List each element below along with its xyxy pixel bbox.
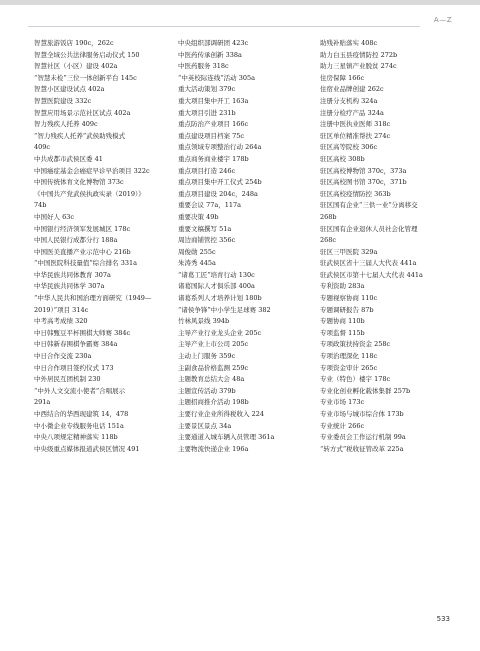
index-entry: 中央八项规定精神落实 118b [34,433,118,442]
index-entry: 中华民族共同体学 307a [34,282,105,291]
index-column-3 [320,38,450,455]
index-entry: 中日韩新春围棋争霸赛 384a [34,340,118,349]
index-entry: 驻区高校图书馆 370c，371b [320,178,407,187]
index-entry: 中华民族共同体教育 307a [34,270,111,279]
index-entry: 主导产业上市公司 205c [178,340,249,349]
index-column-1 [34,38,174,455]
index-entry: 主导产业行业龙头企业 205c [178,328,262,337]
index-entry: 驻武侯区市第十七届人大代表 441a [320,270,423,279]
index-entry: 智慧全域公共法律服务启动仪式 150 [34,50,140,59]
index-entry: “中国医院科技量值”综合排名 331a [34,259,137,268]
index-entry: 中西结合的华西现建筑 14，478 [34,410,129,418]
index-entry: 驻武侯区省十三届人大代表 441a [320,259,417,268]
index-entry: 《中国共产党武侯执政实录（2019）》 [34,189,145,198]
index-entry: 中国银行经济领军发展城区 178c [34,224,131,233]
index-entry: 中小微企业专线服务电话 151a [34,421,124,430]
header-rule [28,26,420,27]
index-entry: 驻区高校疫情防控 363b [320,189,391,198]
index-entry: 主要物流快递企业 196a [178,444,249,453]
index-entry: 291a [34,398,51,407]
index-entry: 住房保障 166c [320,73,365,82]
index-entry: 诸葛国际人才俱乐部 400a [178,282,255,291]
index-entry: 驻区国有企业退休人员社会化管理 [320,224,418,233]
index-entry: 智力残疾人托养 409c [34,120,98,129]
index-entry: 重大项目引进 231b [178,108,236,117]
index-entry: 重要会议 77a，117a [178,201,241,210]
index-entry: 注册分支机构 324a [320,96,378,105]
index-entry: 助力三星镇产业脱贫 274c [320,62,397,71]
index-entry: 重大活动策划 379c [178,85,236,94]
index-entry: 268b [320,212,337,221]
index-column-2 [178,38,318,455]
index-entry: 中央级重点媒体报道武侯区情况 491 [34,444,140,453]
index-entry: 专业委员会工作运行机制 99a [320,433,406,442]
index-entry: 注册分检疗产品 324a [320,108,384,117]
index-entry: 中央组织部调研团 423c [178,39,249,47]
page-number: 533 [436,615,450,623]
index-entry: 中国好人 63c [34,212,74,221]
index-entry: 中国人民银行成都分行 188a [34,236,118,245]
index-entry: 74b [34,201,47,210]
index-entry: 中共成都市武侯区委 41 [34,154,103,163]
index-entry: 主题招商推介活动 198b [178,398,249,407]
index-entry: 专题视察协商 110c [320,294,378,303]
index-entry: 主要景区景点 34a [178,421,232,430]
index-entry: “中外人文交流小使者”合唱展示 [34,386,126,395]
index-entry: 诸葛系列人才培养计划 180b [178,294,262,303]
index-entry: 中考高考成绩 320 [34,317,88,326]
index-entry: 重点商务商业楼宇 178b [178,154,249,163]
index-entry: 中国癌症基金会癌症早诊早治项目 322c [34,166,150,175]
index-entry: 主要行业企业所得税收入 224 [178,410,264,418]
index-entry: 专业市场 173c [320,398,365,407]
index-entry: 竹林风景线 394b [178,317,230,326]
index-entry: 重点项目集中开工仪式 254b [178,178,262,187]
index-entry: “转方式”税收征管改革 225a [320,444,404,453]
index-entry: 专业（特色）楼宇 178c [320,375,391,384]
index-entry: 驻区三甲医院 329a [320,247,378,256]
index-entry: 助力白玉县疫情防控 272b [320,50,398,59]
index-entry: 专业化创业孵化载体集群 257b [320,386,411,395]
index-entry: 专题协商 110b [320,317,365,326]
index-entry: 专项监督 115b [320,328,365,337]
index-entry: 助残补贴落实 408c [320,39,378,47]
top-edge-bar [0,0,480,5]
index-entry: 重点项目建设 204c，248a [178,189,258,198]
index-entry: “中华人民共和国治理方面研究（1949— [34,294,152,303]
index-entry: 智慧医院建设 332c [34,96,92,105]
index-entry: 重要决策 49b [178,212,219,221]
index-entry: 注册中医执业医师 318c [320,120,391,129]
index-entry: 专题调研报告 87b [320,305,374,314]
index-entry: 中日韩甄豆平杯围棋大师赛 384c [34,328,131,337]
index-entry: 中国传统体育文化博物馆 373c [34,178,124,187]
index-entry: 中日合作交流 230a [34,352,92,361]
index-entry: 智慧社区（小区）建设 402a [34,62,118,71]
index-entry: 主动上门服务 359c [178,352,236,361]
index-entry: 2019）”项目 314c [34,305,89,314]
index-entry: “中英校际连线”活动 305a [178,73,255,82]
index-entry: 中国医美直播产业示范中心 216b [34,247,131,256]
index-entry: 智慧旅游饭店 190c，262c [34,39,114,47]
index-entry: “智慧未检”三位一体创新平台 145c [34,73,137,82]
index-entry: 朱涛秀 445a [178,259,216,268]
index-entry: 专业市场与城市综合体 173b [320,410,404,418]
index-entry: 专项政策扶持资金 258c [320,340,391,349]
index-entry: 重点建设项目档案 75c [178,131,244,140]
index-entry: 主题教育总结大会 48a [178,375,245,384]
index-entry: 重要文稿撰写 51a [178,224,232,233]
index-entry: 中外居民互团机制 230 [34,375,101,384]
index-entry: 主副食品价格监测 259c [178,363,249,372]
index-entry: 驻区高校博物馆 370c，373a [320,166,407,175]
index-entry: 驻区高等院校 306c [320,143,378,152]
index-entry: 驻区国有企业“三供一业”分离移交 [320,201,418,210]
index-entry: 专业统计 266c [320,421,365,430]
index-entry: 中医药服务 318c [178,62,229,71]
index-entry: 重大项目集中开工 163a [178,96,249,105]
index-entry: 周俊勋 255c [178,247,216,256]
index-entry: 专项资金审计 265c [320,363,378,372]
index-entry: 268c [320,236,337,245]
index-entry: 重点防治产业项目 166c [178,120,249,129]
index-entry: 主要通道入城车辆入员管理 361a [178,433,275,442]
index-entry: 驻区单位精准帮扶 274c [320,131,391,140]
index-entry: 专利资助 283a [320,282,365,291]
index-entry: 智慧小区建设试点 402a [34,85,105,94]
index-entry: 专项治理深化 118c [320,352,378,361]
index-entry: “智力残疾人托养”武侯助残模式 [34,131,126,140]
index-entry: 中日合作项目签约仪式 173 [34,363,114,372]
index-entry: 住宿业品牌创建 262c [320,85,384,94]
section-header-tag: A—Z [433,16,452,24]
index-entry: 重点项目打造 246c [178,166,236,175]
index-entry: “诸侯争锋”中小学生足球赛 382 [178,305,271,314]
index-entry: 驻区高校 308b [320,154,365,163]
index-entry: 中医药传承创新 338a [178,50,242,59]
index-entry: 重点领域专项整治行动 264a [178,143,262,152]
index-entry: 智慧应用场景示范社区试点 402a [34,108,131,117]
index-entry: 409c [34,143,51,152]
index-entry: 主题宣传活动 379b [178,386,236,395]
index-entry: “诸葛工匠”培育行动 130c [178,270,255,279]
index-entry: 周边商铺管控 356c [178,236,236,245]
